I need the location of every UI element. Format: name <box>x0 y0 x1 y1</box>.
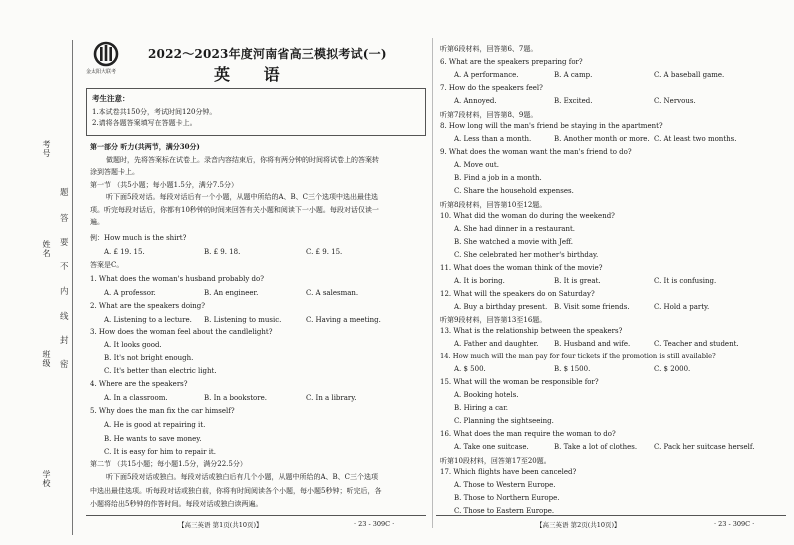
section2-intro-line: 小题将给出5秒钟的作答时间。每段对话或独白读两遍。 <box>90 500 263 508</box>
q1-option-c: C. A salesman. <box>306 289 359 297</box>
q5-option-a: A. He is good at repairing it. <box>104 421 206 429</box>
example-option: B. £ 9. 18. <box>204 248 241 256</box>
notice-box <box>86 88 426 136</box>
q6-option-c: C. A baseball game. <box>654 71 725 79</box>
seal-char: 线 <box>60 312 69 322</box>
q16-option-c: C. Pack her suitcase herself. <box>654 443 755 451</box>
logo-icon <box>88 40 124 70</box>
section2-intro-line: 中选出最佳选项。听每段对话或独白前，你将有时间阅读各个小题，每小题5秒钟；听完后，各 <box>90 487 382 495</box>
example-answer: 答案是C。 <box>90 261 124 269</box>
part1-intro-line: 做题时，先将答案标在试卷上。录音内容结束后，你将有两分钟的时间将试卷上的答案转 <box>106 156 379 164</box>
q5-option-b: B. He wants to save money. <box>104 435 202 443</box>
question-15: 15. What will the woman be responsible for? <box>440 378 599 386</box>
q13-option-a: A. Father and daughter. <box>454 340 539 348</box>
column-divider <box>432 38 433 528</box>
notice-item: 1.本试卷共150分，考试时间120分钟。 <box>92 108 217 116</box>
question-1: 1. What does the woman's husband probably do? <box>90 275 264 283</box>
seal-char: 答 <box>60 214 69 224</box>
section2-intro-line: 听下面5段对话或独白。每段对话或独白后有几个小题，从题中所给的A、B、C三个选项 <box>106 473 379 481</box>
question-14: 14. How much will the man pay for four tickets if the promotion is still available? <box>440 352 716 360</box>
seal-char: 不 <box>60 262 69 272</box>
section1-intro-line: 项。听完每段对话后，你都有10秒钟的时间来回答有关小题和阅读下一小题。每段对话仅读一 <box>90 206 379 214</box>
q7-option-c: C. Nervous. <box>654 97 696 105</box>
q15-option-b: B. Hiring a car. <box>454 404 509 412</box>
q8-option-b: B. Another month or more. <box>554 135 650 143</box>
question-11: 11. What does the woman think of the movie? <box>440 264 603 272</box>
q4-option-c: C. In a library. <box>306 394 357 402</box>
q4-option-a: A. In a classroom. <box>104 394 168 402</box>
material-note: 听第8段材料，回答第10至12题。 <box>440 201 547 209</box>
section2-heading: 第二节 （共15小题；每小题1.5分，满分22.5分） <box>90 460 247 468</box>
q9-option-a: A. Move out. <box>454 161 499 169</box>
question-2: 2. What are the speakers doing? <box>90 302 206 310</box>
q17-option-a: A. Those to Western Europe. <box>454 481 556 489</box>
q16-option-a: A. Take one suitcase. <box>454 443 529 451</box>
q14-option-b: B. $ 1500. <box>554 365 591 373</box>
logo-caption: 金太阳大联考 <box>86 69 117 75</box>
seal-char: 封 <box>60 336 69 346</box>
material-note: 听第6段材料，回答第6、7题。 <box>440 45 538 53</box>
q10-option-b: B. She watched a movie with Jeff. <box>454 238 574 246</box>
field-class: 班级 <box>42 350 51 368</box>
q13-option-c: C. Teacher and student. <box>654 340 739 348</box>
page-code: · 23 - 309C · <box>714 520 755 528</box>
seal-char: 内 <box>60 287 69 297</box>
q9-option-c: C. Share the household expenses. <box>454 187 574 195</box>
q14-option-c: C. $ 2000. <box>654 365 691 373</box>
q9-option-b: B. Find a job in a month. <box>454 174 542 182</box>
part1-heading: 第一部分 听力(共两节，满分30分) <box>90 142 200 151</box>
q3-option-a: A. It looks good. <box>104 341 162 349</box>
q2-option-a: A. Listening to a lecture. <box>104 316 192 324</box>
field-exam-number: 考号 <box>42 140 51 158</box>
question-17: 17. Which flights have been canceled? <box>440 468 577 476</box>
question-8: 8. How long will the man's friend be staying in the apartment? <box>440 122 663 130</box>
q2-option-c: C. Having a meeting. <box>306 316 381 324</box>
q8-option-a: A. Less than a month. <box>454 135 532 143</box>
q6-option-a: A. A performance. <box>454 71 519 79</box>
question-10: 10. What did the woman do during the weekend? <box>440 212 615 220</box>
question-7: 7. How do the speakers feel? <box>440 84 543 92</box>
q11-option-c: C. It is confusing. <box>654 277 717 285</box>
seal-char: 密 <box>60 360 69 370</box>
seal-line <box>72 40 73 535</box>
q10-option-a: A. She had dinner in a restaurant. <box>454 225 576 233</box>
q6-option-b: B. A camp. <box>554 71 593 79</box>
q11-option-a: A. It is boring. <box>454 277 505 285</box>
section1-intro-line: 遍。 <box>90 218 104 226</box>
question-6: 6. What are the speakers preparing for? <box>440 58 583 66</box>
page-code: · 23 - 309C · <box>354 520 395 528</box>
q5-option-c: C. It is easy for him to repair it. <box>104 448 216 456</box>
question-16: 16. What does the man require the woman to do? <box>440 430 616 438</box>
q7-option-a: A. Annoyed. <box>454 97 497 105</box>
footer-rule <box>436 515 786 516</box>
exam-title: 2022～2023年度河南省高三模拟考试(一) <box>148 47 387 61</box>
q15-option-a: A. Booking hotels. <box>454 391 519 399</box>
page-footer: 【高三英语 第1页(共10页)】 <box>178 521 263 529</box>
question-3: 3. How does the woman feel about the candlelight? <box>90 328 273 336</box>
q12-option-b: B. Visit some friends. <box>554 303 630 311</box>
q15-option-c: C. Planning the sightseeing. <box>454 417 554 425</box>
example-question: 例：How much is the shirt? <box>90 234 187 242</box>
example-option: A. £ 19. 15. <box>104 248 145 256</box>
q3-option-b: B. It's not bright enough. <box>104 354 194 362</box>
q17-option-b: B. Those to Northern Europe. <box>454 494 560 502</box>
q11-option-b: B. It is great. <box>554 277 601 285</box>
question-5: 5. Why does the man fix the car himself? <box>90 407 235 415</box>
seal-char: 题 <box>60 188 69 198</box>
q7-option-b: B. Excited. <box>554 97 593 105</box>
field-school: 学校 <box>42 470 51 488</box>
q1-option-a: A. A professor. <box>104 289 156 297</box>
section1-intro-line: 听下面5段对话。每段对话后有一个小题，从题中所给的A、B、C三个选项中选出最佳选 <box>106 193 379 201</box>
question-4: 4. Where are the speakers? <box>90 380 188 388</box>
subject-title: 英 语 <box>214 65 294 84</box>
q10-option-c: C. She celebrated her mother's birthday. <box>454 251 599 259</box>
material-note: 听第10段材料，回答第17至20题。 <box>440 457 551 465</box>
q12-option-a: A. Buy a birthday present. <box>454 303 548 311</box>
q1-option-b: B. An engineer. <box>204 289 259 297</box>
notice-heading: 考生注意： <box>92 94 130 103</box>
exam-logo <box>88 40 124 80</box>
footer-rule <box>86 515 426 516</box>
page-footer: 【高三英语 第2页(共10页)】 <box>536 521 621 529</box>
q2-option-b: B. Listening to music. <box>204 316 282 324</box>
notice-item: 2.请将各题答案填写在答题卡上。 <box>92 119 197 127</box>
binding-margin <box>0 0 82 545</box>
q3-option-c: C. It's better than electric light. <box>104 367 217 375</box>
seal-char: 要 <box>60 238 69 248</box>
q17-option-c: C. Those to Eastern Europe. <box>454 507 555 515</box>
q4-option-b: B. In a bookstore. <box>204 394 267 402</box>
question-12: 12. What will the speakers do on Saturday? <box>440 290 595 298</box>
field-name: 姓名 <box>42 240 51 258</box>
q12-option-c: C. Hold a party. <box>654 303 710 311</box>
q14-option-a: A. $ 500. <box>454 365 486 373</box>
q8-option-c: C. At least two months. <box>654 135 737 143</box>
q16-option-b: B. Take a lot of clothes. <box>554 443 638 451</box>
part1-intro-line: 涂到答题卡上。 <box>90 168 139 176</box>
example-option: C. £ 9. 15. <box>306 248 343 256</box>
question-9: 9. What does the woman want the man's friend to do? <box>440 148 632 156</box>
material-note: 听第9段材料，回答第13至16题。 <box>440 316 547 324</box>
question-13: 13. What is the relationship between the speakers? <box>440 327 623 335</box>
material-note: 听第7段材料，回答第8、9题。 <box>440 111 538 119</box>
section1-heading: 第一节 （共5小题；每小题1.5分，满分7.5分） <box>90 181 238 189</box>
q13-option-b: B. Husband and wife. <box>554 340 631 348</box>
